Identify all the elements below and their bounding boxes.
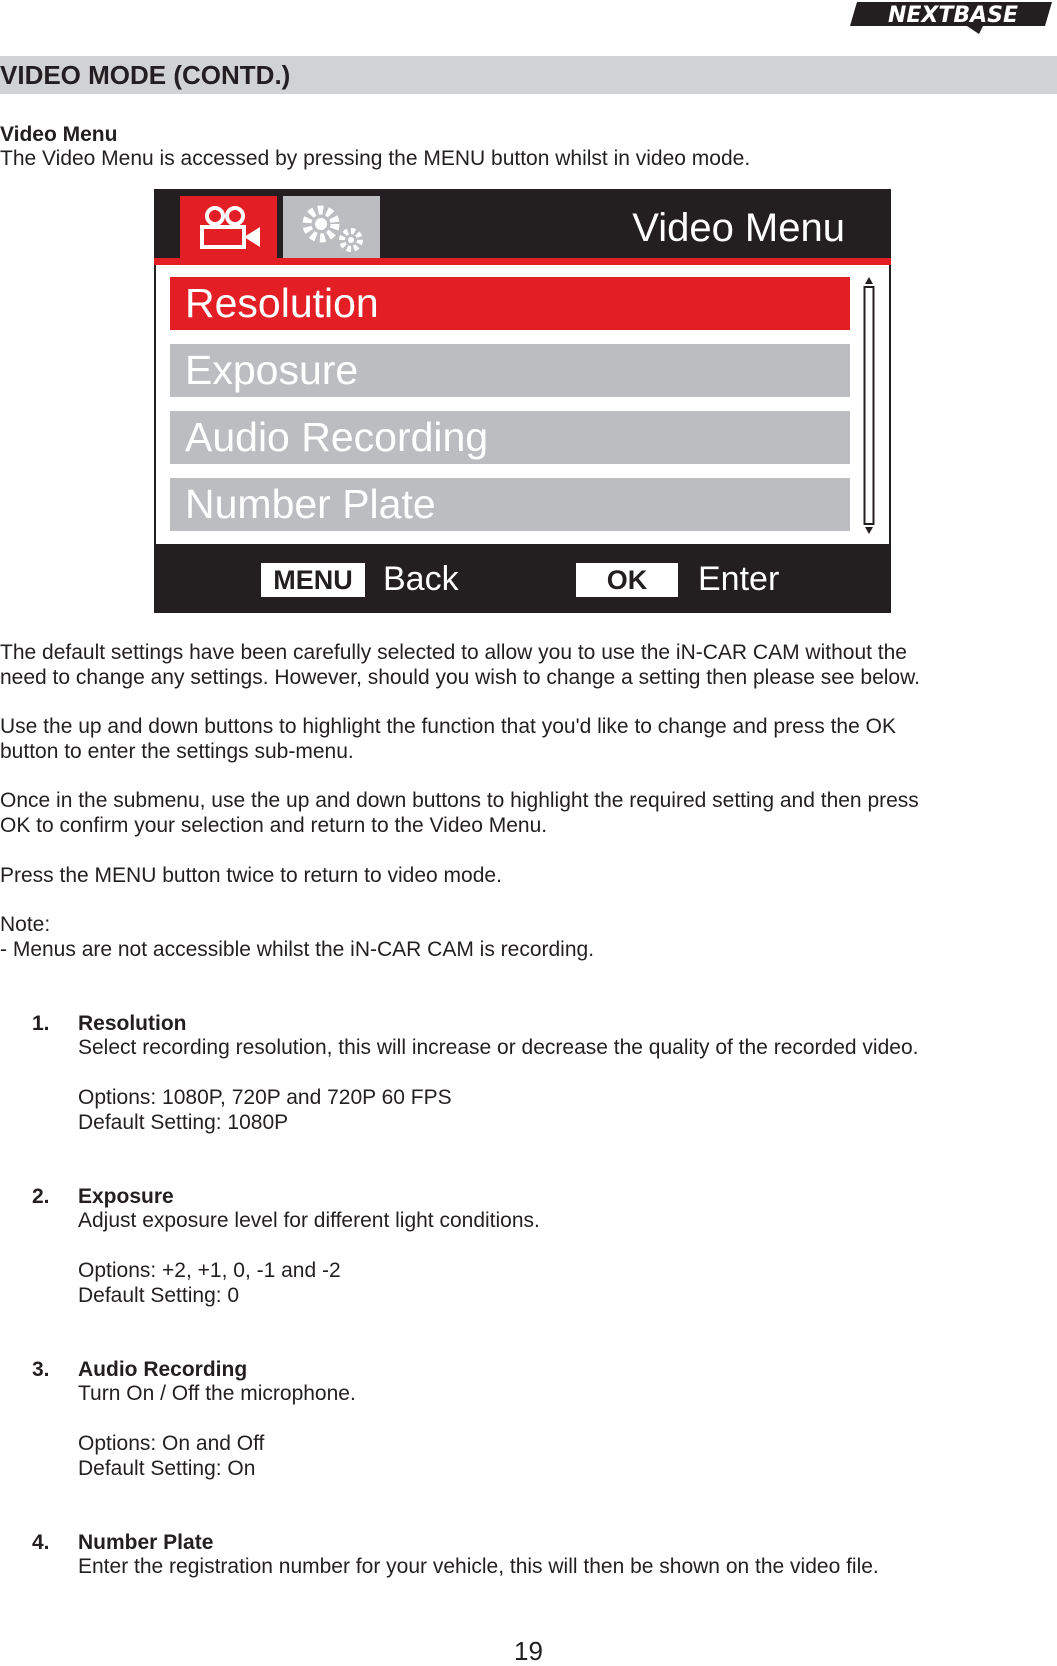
setting-number: 3. <box>32 1358 50 1381</box>
paragraph-return: Press the MENU button twice to return to video mode. <box>0 864 502 887</box>
nextbase-logo <box>847 0 1057 36</box>
logo-wordmark: NEXTBASE <box>887 3 1019 28</box>
setting-number: 4. <box>32 1531 50 1554</box>
setting-default: Default Setting: On <box>78 1457 256 1480</box>
setting-title-number-plate: Number Plate <box>78 1531 214 1554</box>
setting-description: Select recording resolution, this will increase or decrease the quality of the recorded video. <box>78 1036 919 1059</box>
ok-key[interactable]: OK <box>576 563 678 597</box>
setting-number: 1. <box>32 1012 50 1035</box>
setting-title-resolution: Resolution <box>78 1012 187 1035</box>
menu-item-number-plate[interactable]: Number Plate <box>170 478 850 531</box>
menu-list <box>156 265 889 544</box>
menu-item-exposure[interactable]: Exposure <box>170 344 850 397</box>
menu-item-resolution[interactable]: Resolution <box>170 277 850 330</box>
page-number: 19 <box>514 1636 543 1666</box>
nextbase-logo-graphic <box>847 0 1057 36</box>
paragraph-defaults-line-2: need to change any settings. However, should you wish to change a setting then please see below. <box>0 666 920 689</box>
screen-title: Video Menu <box>632 206 845 250</box>
intro-heading: Video Menu <box>0 123 118 146</box>
setting-number: 2. <box>32 1185 50 1208</box>
video-mode-tab[interactable] <box>180 196 277 258</box>
note-text: - Menus are not accessible whilst the iN-CAR CAM is recording. <box>0 938 595 961</box>
setting-options: Options: On and Off <box>78 1432 265 1455</box>
paragraph-defaults-line-1: The default settings have been carefully selected to allow you to use the iN-CAR CAM without the <box>0 641 907 664</box>
setting-description: Turn On / Off the microphone. <box>78 1382 356 1405</box>
scrollbar-track <box>863 277 875 534</box>
enter-label: Enter <box>698 560 780 598</box>
note-label: Note: <box>0 913 51 936</box>
setting-default: Default Setting: 1080P <box>78 1111 289 1134</box>
intro-text: The Video Menu is accessed by pressing the MENU button whilst in video mode. <box>0 147 751 170</box>
scroll-down-arrow-icon <box>865 527 873 534</box>
setting-options: Options: +2, +1, 0, -1 and -2 <box>78 1259 341 1282</box>
section-title: VIDEO MODE (CONTD.) <box>0 60 291 90</box>
setting-description: Enter the registration number for your vehicle, this will then be shown on the video file. <box>78 1555 879 1578</box>
scroll-up-arrow-icon <box>865 277 873 284</box>
setting-options: Options: 1080P, 720P and 720P 60 FPS <box>78 1086 452 1109</box>
back-label: Back <box>383 560 459 598</box>
menu-item-audio-recording[interactable]: Audio Recording <box>170 411 850 464</box>
paragraph-submenu-line-2: OK to confirm your selection and return to the Video Menu. <box>0 814 548 837</box>
setting-title-audio-recording: Audio Recording <box>78 1358 248 1381</box>
section-header-bar <box>0 56 1057 94</box>
screen-footer <box>154 544 891 613</box>
menu-scrollbar[interactable] <box>863 277 875 534</box>
setting-title-exposure: Exposure <box>78 1185 174 1208</box>
gears-icon <box>283 196 380 258</box>
paragraph-submenu-line-1: Once in the submenu, use the up and down buttons to highlight the required setting and then press <box>0 789 919 812</box>
setting-description: Adjust exposure level for different light conditions. <box>78 1209 540 1232</box>
settings-tab[interactable] <box>283 196 380 258</box>
video-menu-screen <box>154 189 891 613</box>
menu-key[interactable]: MENU <box>261 563 365 597</box>
header-accent-line <box>154 258 891 265</box>
video-camera-icon <box>180 196 277 258</box>
setting-default: Default Setting: 0 <box>78 1284 240 1307</box>
paragraph-navigate-line-1: Use the up and down buttons to highlight the function that you'd like to change and press the OK <box>0 715 896 738</box>
paragraph-navigate-line-2: button to enter the settings sub-menu. <box>0 740 354 763</box>
